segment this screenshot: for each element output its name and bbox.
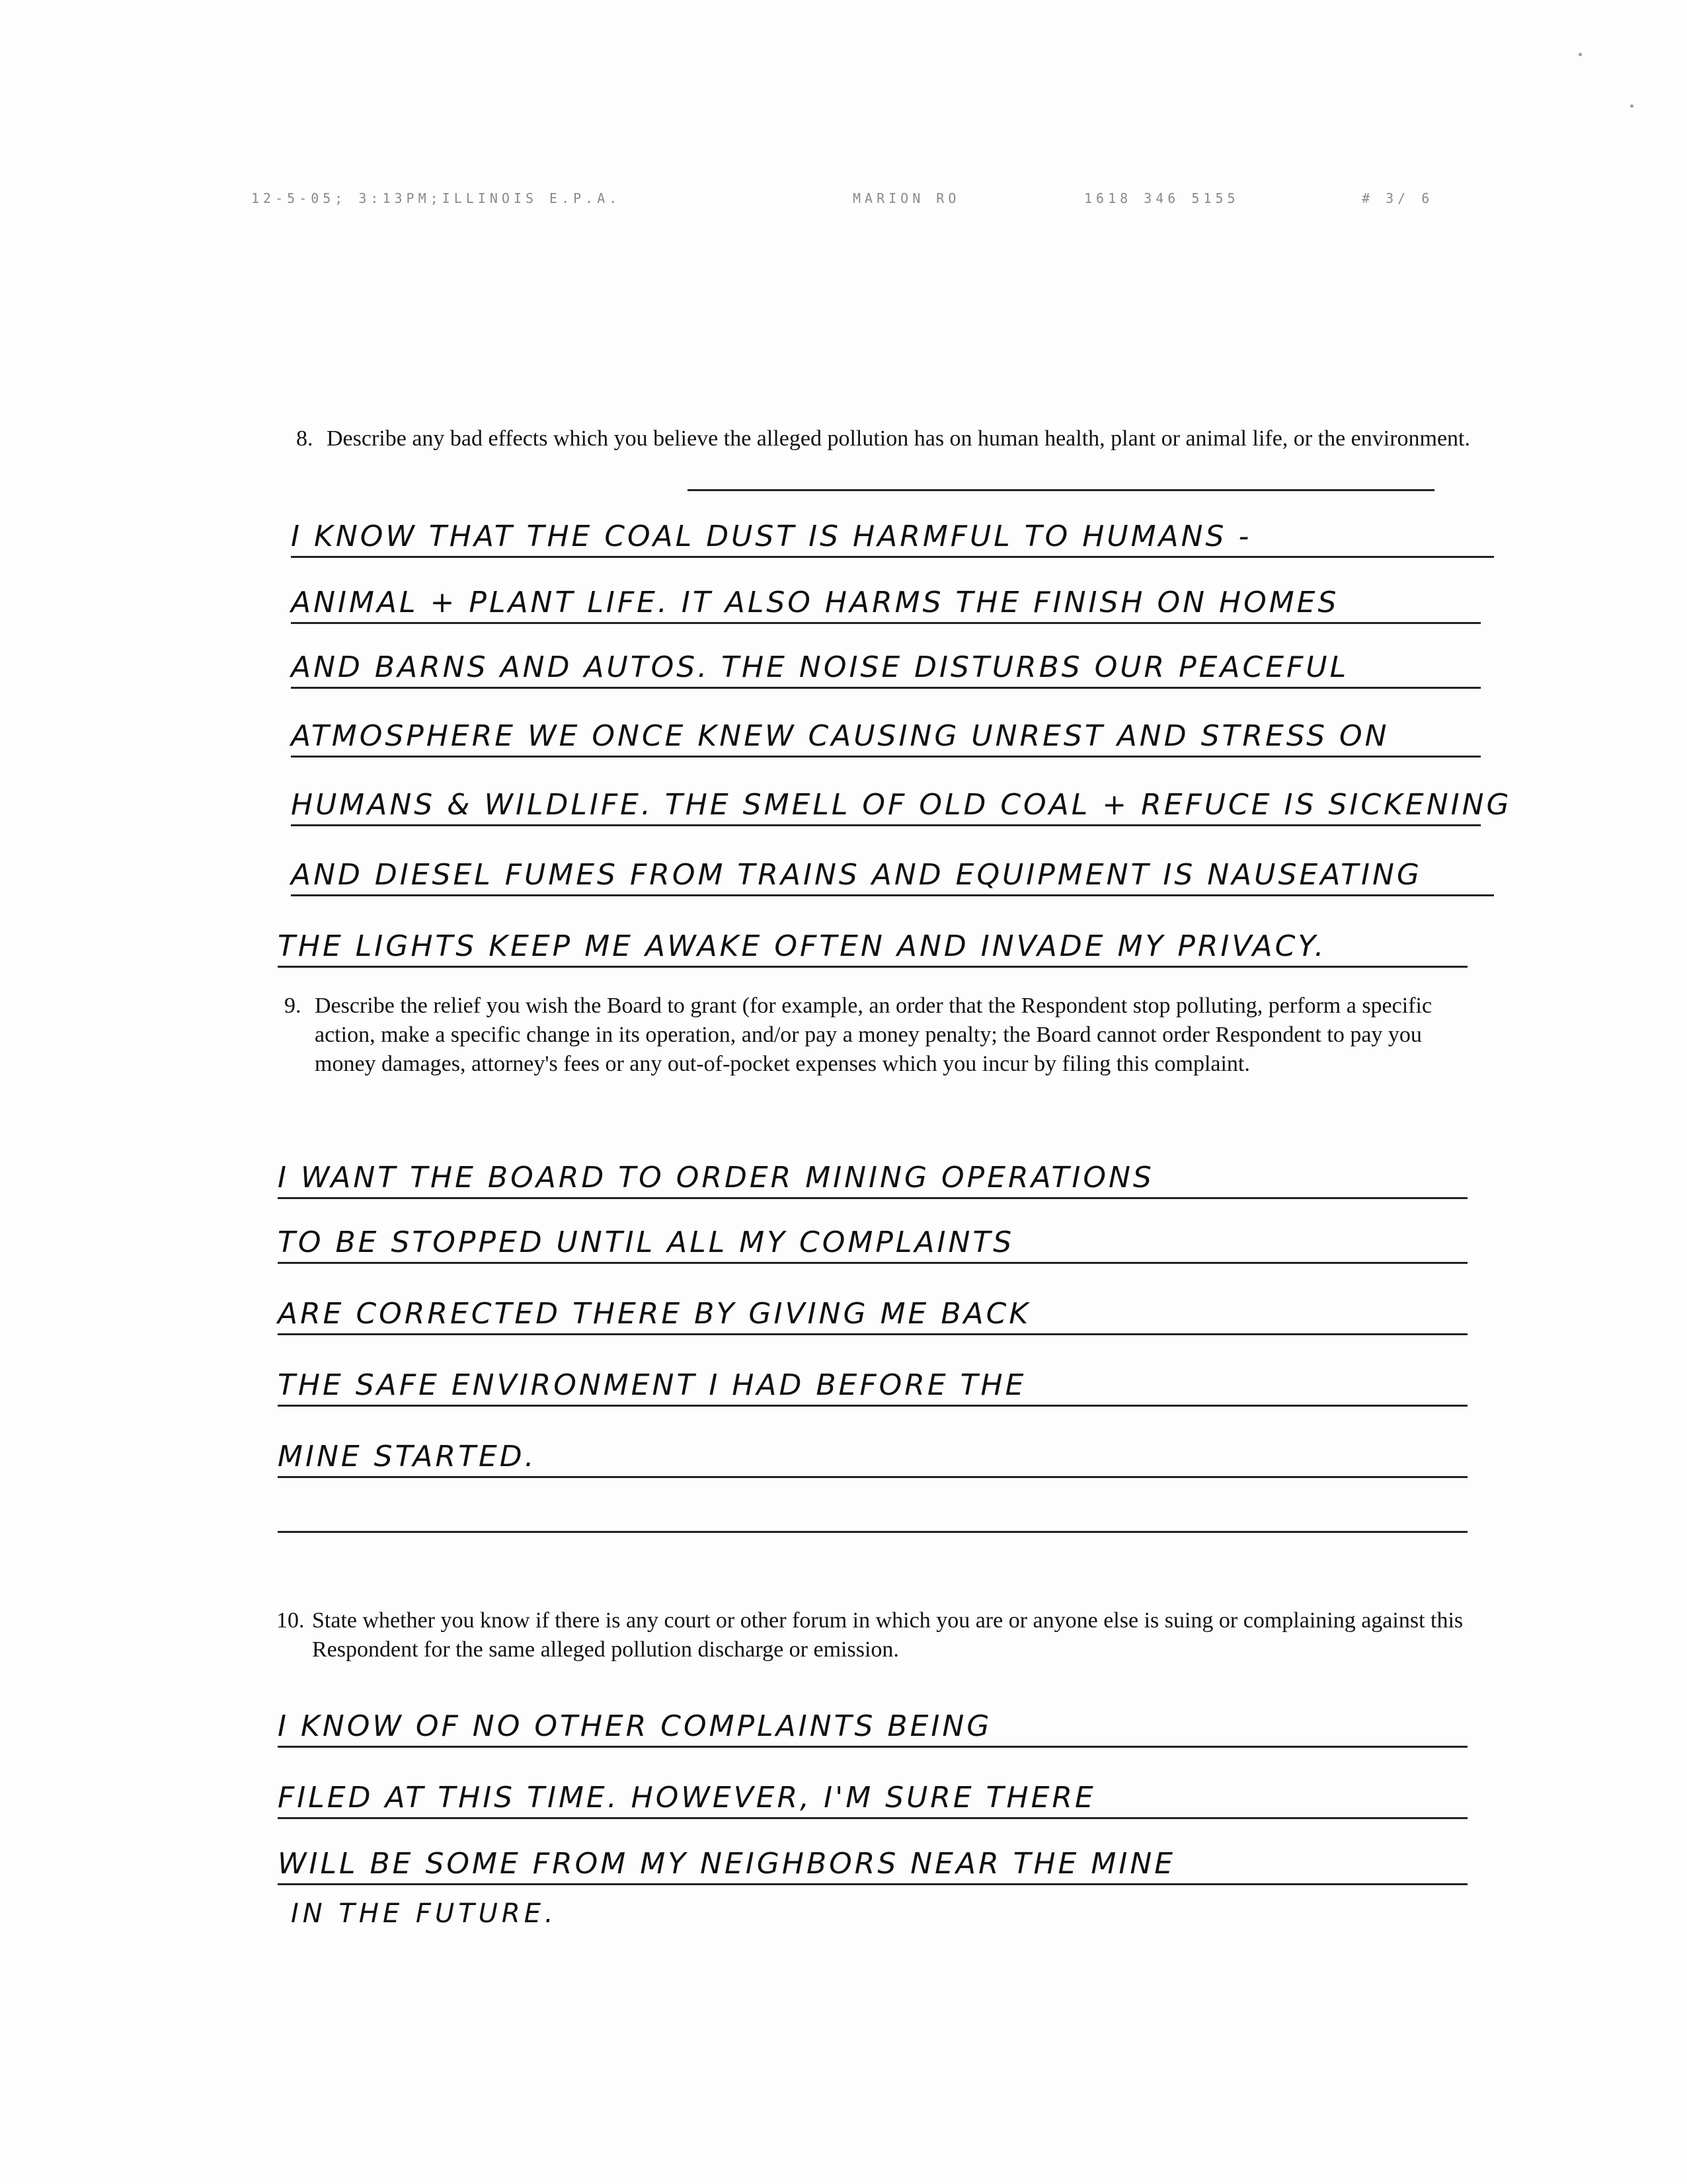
answer-line <box>278 1288 1468 1335</box>
question-8-number: 8. <box>296 426 313 451</box>
scan-speck <box>1579 53 1582 56</box>
scan-speck <box>1630 104 1633 108</box>
answer-line <box>278 1700 1468 1748</box>
fax-header-sender: 12-5-05; 3:13PM;ILLINOIS E.P.A. <box>251 190 621 206</box>
answer-line <box>278 1430 1468 1478</box>
question-9 <box>284 992 1461 1079</box>
question-8-prompt-line <box>687 489 1434 491</box>
fax-header <box>251 190 1481 210</box>
question-9-text: Describe the relief you wish the Board to grant (for example, an order that the Respondent stop polluting, perform a specific action, make a specific change in its operation, and/or pay a money penalty; the Board cannot order Respondent to pay you money damages, attorney's fees or any out-of-pocket expenses which you incur by filing this complaint. <box>315 994 1432 1076</box>
answer-line <box>278 1216 1468 1264</box>
handwritten-text: ATMOSPHERE WE ONCE KNEW CAUSING UNREST AND STRESS ON <box>291 719 1390 753</box>
fax-header-office: MARION RO <box>853 190 961 206</box>
answer-line <box>291 779 1512 826</box>
question-10 <box>276 1606 1466 1664</box>
handwritten-text: THE LIGHTS KEEP ME AWAKE OFTEN AND INVADE MY PRIVACY. <box>278 929 1327 963</box>
handwritten-text: MINE STARTED. <box>278 1440 537 1473</box>
handwritten-text: THE SAFE ENVIRONMENT I HAD BEFORE THE <box>278 1368 1027 1402</box>
answer-line <box>291 510 1494 558</box>
answer-line-blank <box>278 1531 1468 1533</box>
handwritten-text: IN THE FUTURE. <box>291 1898 557 1929</box>
handwritten-text: I KNOW OF NO OTHER COMPLAINTS BEING <box>278 1709 992 1743</box>
answer-line <box>278 920 1468 968</box>
answer-line <box>291 849 1494 896</box>
answer-line <box>291 641 1481 689</box>
handwritten-text: AND DIESEL FUMES FROM TRAINS AND EQUIPMENT IS NAUSEATING <box>291 858 1422 892</box>
handwritten-text: ANIMAL + PLANT LIFE. IT ALSO HARMS THE FINISH ON HOMES <box>291 586 1339 619</box>
question-8-text: Describe any bad effects which you believe the alleged pollution has on human health, plant or animal life, or the environment. <box>327 426 1470 451</box>
handwritten-text: TO BE STOPPED UNTIL ALL MY COMPLAINTS <box>278 1226 1015 1259</box>
question-8 <box>296 424 1486 453</box>
answer-line <box>291 576 1481 624</box>
fax-header-phone: 1618 346 5155 <box>1084 190 1239 206</box>
fax-header-page: # 3/ 6 <box>1362 190 1434 206</box>
handwritten-text: I WANT THE BOARD TO ORDER MINING OPERATIONS <box>278 1161 1154 1194</box>
answer-line <box>291 710 1481 758</box>
handwritten-text: FILED AT THIS TIME. HOWEVER, I'M SURE THERE <box>278 1781 1096 1814</box>
answer-line <box>278 1359 1468 1407</box>
handwritten-text: ARE CORRECTED THERE BY GIVING ME BACK <box>278 1297 1031 1331</box>
handwritten-text: AND BARNS AND AUTOS. THE NOISE DISTURBS OUR PEACEFUL <box>291 650 1349 684</box>
answer-line <box>278 1772 1468 1819</box>
handwritten-text: I KNOW THAT THE COAL DUST IS HARMFUL TO HUMANS - <box>291 520 1252 553</box>
question-10-text: State whether you know if there is any court or other forum in which you are or anyone else is suing or complaining against this Respondent for the same alleged pollution discharge or emission. <box>312 1608 1464 1662</box>
answer-line <box>278 1838 1468 1885</box>
question-9-number: 9. <box>284 994 301 1018</box>
handwritten-text: HUMANS & WILDLIFE. THE SMELL OF OLD COAL + REFUCE IS SICKENING <box>291 788 1512 822</box>
answer-line <box>278 1151 1468 1199</box>
question-10-number: 10. <box>276 1608 305 1633</box>
handwritten-text: WILL BE SOME FROM MY NEIGHBORS NEAR THE MINE <box>278 1847 1176 1881</box>
